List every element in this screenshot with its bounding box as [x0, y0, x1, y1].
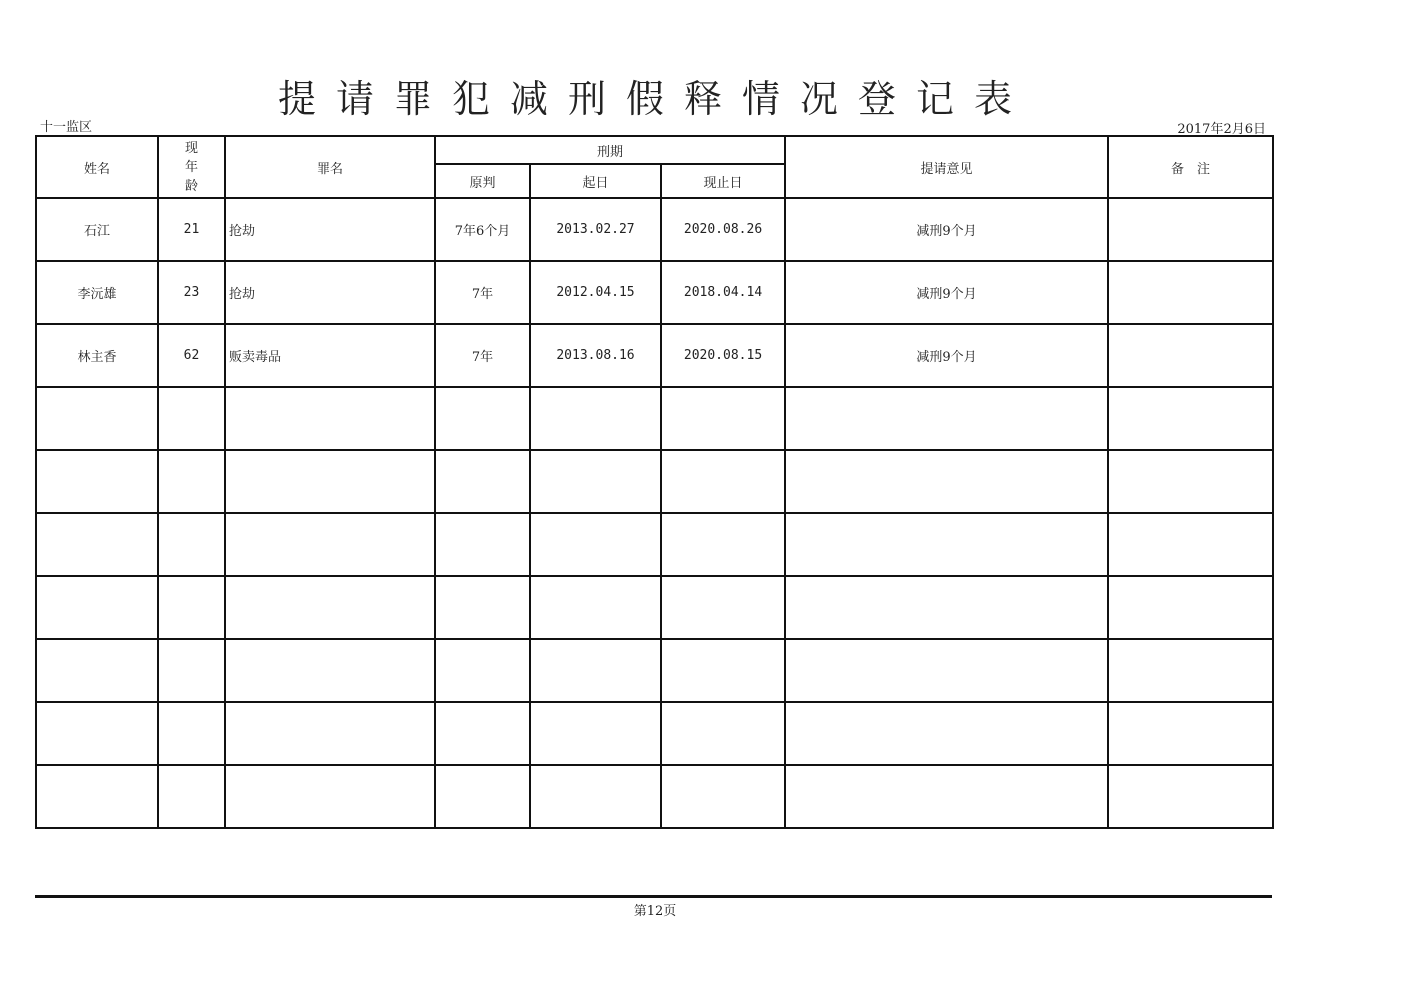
page-number: 第12页 — [633, 904, 677, 919]
cell-original-sentence: 7年 — [435, 261, 530, 324]
cell-crime: 贩卖毒品 — [225, 324, 435, 387]
header-age-char-1: 现 — [184, 140, 198, 156]
header-age-char-3: 龄 — [184, 178, 198, 194]
cell-start-date — [530, 513, 661, 576]
cell-start-date — [530, 450, 661, 513]
cell-age — [158, 513, 225, 576]
cell-remarks — [1108, 198, 1273, 261]
cell-name: 林主香 — [36, 324, 158, 387]
table-row — [36, 765, 1273, 828]
header-start-date: 起日 — [530, 164, 661, 198]
cell-age — [158, 639, 225, 702]
cell-remarks — [1108, 702, 1273, 765]
cell-original-sentence — [435, 513, 530, 576]
cell-name: 石江 — [36, 198, 158, 261]
cell-end-date — [661, 639, 785, 702]
cell-age — [158, 387, 225, 450]
cell-end-date — [661, 702, 785, 765]
table-header-row — [36, 136, 1273, 164]
cell-end-date — [661, 513, 785, 576]
cell-name — [36, 513, 158, 576]
header-name: 姓名 — [36, 136, 158, 198]
header-crime: 罪名 — [225, 136, 435, 198]
cell-start-date: 2013.02.27 — [530, 198, 661, 261]
cell-remarks — [1108, 450, 1273, 513]
cell-crime — [225, 450, 435, 513]
cell-name — [36, 450, 158, 513]
cell-remarks — [1108, 261, 1273, 324]
cell-start-date: 2013.08.16 — [530, 324, 661, 387]
cell-opinion — [785, 765, 1108, 828]
cell-age — [158, 450, 225, 513]
cell-opinion: 减刑9个月 — [785, 261, 1108, 324]
header-end-date: 现止日 — [661, 164, 785, 198]
cell-crime — [225, 639, 435, 702]
cell-opinion — [785, 450, 1108, 513]
cell-opinion — [785, 387, 1108, 450]
registration-table — [35, 135, 1274, 829]
cell-name — [36, 576, 158, 639]
table-row — [36, 198, 1273, 261]
cell-age — [158, 576, 225, 639]
table-row — [36, 324, 1273, 387]
cell-end-date: 2020.08.26 — [661, 198, 785, 261]
cell-start-date — [530, 639, 661, 702]
form-date: 2017年2月6日 — [1177, 122, 1266, 137]
cell-crime — [225, 513, 435, 576]
cell-remarks — [1108, 576, 1273, 639]
table-row — [36, 576, 1273, 639]
table-row — [36, 702, 1273, 765]
table-row — [36, 387, 1273, 450]
cell-start-date — [530, 576, 661, 639]
cell-crime — [225, 576, 435, 639]
cell-age — [158, 702, 225, 765]
cell-crime — [225, 387, 435, 450]
cell-crime — [225, 702, 435, 765]
cell-opinion — [785, 576, 1108, 639]
cell-age — [158, 765, 225, 828]
cell-original-sentence — [435, 765, 530, 828]
cell-crime: 抢劫 — [225, 198, 435, 261]
cell-end-date: 2020.08.15 — [661, 324, 785, 387]
footer-divider — [35, 895, 1272, 898]
cell-original-sentence: 7年6个月 — [435, 198, 530, 261]
cell-end-date — [661, 387, 785, 450]
cell-opinion — [785, 702, 1108, 765]
cell-start-date: 2012.04.15 — [530, 261, 661, 324]
cell-end-date — [661, 765, 785, 828]
cell-original-sentence — [435, 702, 530, 765]
cell-remarks — [1108, 765, 1273, 828]
cell-start-date — [530, 702, 661, 765]
cell-remarks — [1108, 513, 1273, 576]
cell-opinion — [785, 639, 1108, 702]
page-title: 提请罪犯减刑假释情况登记表 — [277, 77, 1032, 121]
cell-original-sentence — [435, 576, 530, 639]
cell-opinion: 减刑9个月 — [785, 198, 1108, 261]
header-remarks: 备 注 — [1108, 136, 1273, 198]
cell-original-sentence — [435, 639, 530, 702]
cell-opinion: 减刑9个月 — [785, 324, 1108, 387]
cell-start-date — [530, 765, 661, 828]
cell-age: 21 — [158, 198, 225, 261]
cell-opinion — [785, 513, 1108, 576]
table-row — [36, 261, 1273, 324]
cell-original-sentence — [435, 450, 530, 513]
cell-remarks — [1108, 387, 1273, 450]
header-opinion: 提请意见 — [785, 136, 1108, 198]
table-row — [36, 639, 1273, 702]
cell-age: 62 — [158, 324, 225, 387]
table-row — [36, 450, 1273, 513]
cell-remarks — [1108, 324, 1273, 387]
cell-start-date — [530, 387, 661, 450]
header-age-char-2: 年 — [184, 159, 198, 175]
cell-end-date: 2018.04.14 — [661, 261, 785, 324]
cell-end-date — [661, 450, 785, 513]
cell-crime: 抢劫 — [225, 261, 435, 324]
table-body — [36, 198, 1273, 828]
cell-original-sentence: 7年 — [435, 324, 530, 387]
cell-end-date — [661, 576, 785, 639]
table-row — [36, 513, 1273, 576]
header-original-sentence: 原判 — [435, 164, 530, 198]
header-sentence-group: 刑期 — [435, 136, 785, 164]
cell-original-sentence — [435, 387, 530, 450]
cell-age: 23 — [158, 261, 225, 324]
cell-remarks — [1108, 639, 1273, 702]
cell-name — [36, 765, 158, 828]
cell-name — [36, 639, 158, 702]
prison-unit-label: 十一监区 — [40, 120, 93, 135]
cell-crime — [225, 765, 435, 828]
cell-name — [36, 387, 158, 450]
cell-name — [36, 702, 158, 765]
header-age — [158, 136, 225, 198]
cell-name: 李沅雄 — [36, 261, 158, 324]
